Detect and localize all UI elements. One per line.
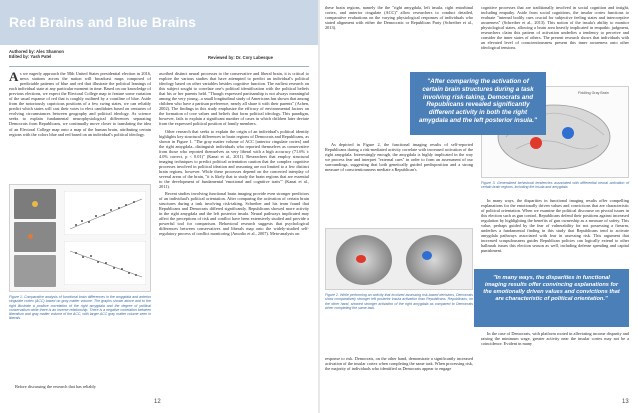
edited-by: Edited by: Yash Patel xyxy=(9,54,52,60)
figure-3-label: Fiddling Gray Brain xyxy=(578,91,609,95)
activation-spot xyxy=(28,234,33,239)
figure-2-image xyxy=(325,228,473,290)
scatter-plot-b xyxy=(64,241,146,285)
brain-scan-3 xyxy=(14,255,56,287)
right-column-2-top: cognitive processes that are traditionally involved in social cognition and insight, including empathy. Aside from social cognitions, the insular cortex functions to evaluate "internal bodily cues crucial for subjective feeling states and interoceptive awareness" (Schreiber et al., 2013). This notion of the insula's ability to monitor physiological states, allowing a brain area heavily implicated in empathic judgment, researchers claim this pattern of activation underlies a tendency to perceive and consider the inner states of others. The present research shows that individuals with an elevated level of conscientiousness present this inner awareness onto other ideological tensions. xyxy=(481,5,629,51)
header-divider xyxy=(9,66,309,67)
figure-1-caption: Figure 1. Comparative analysis of functional brain differences in the amygdala and anterior cingulate cortex (ACC) based on gray matter volume. The graphs shown above and to the right illustrate a positive correlation of the right amygdala and the degree of political conservatism while there is an inverse relationship. There is a negative correlation between liberalism and gray matter volume of the ACC, with larger ACC gray matter volume seen in liberals. xyxy=(9,295,151,321)
brain-slice-democrat xyxy=(406,235,462,285)
right-column-2-mid: In many ways, the disparities in functional imaging results offer compelling explanations for the emotionally driven values and convictions that are characteristic of political orientation. When we examine the political discourse on pivotal issues in this election such as gun control, Republicans defend their positions against increased regulation by highlighting the benefits of gun ownership as a measure of safety. This value, perhaps guided by the fear of vulnerability for not possessing a firearm, underlies a fundamental finding in this study that Republicans tend to activate amygdala pathways associated with fear in assessing risk. This argument that increased scrupulousness guides Republican policies can logically extend to other hallmark issues this election season as well, including defense spending and capital punishment. xyxy=(481,198,629,254)
figure-3-caption: Figure 3. Generalized behavioral tendencies associated with differential neural activation of certain brain regions, including the insula and amygdala. xyxy=(481,181,629,190)
article-title: Red Brains and Blue Brains xyxy=(9,14,196,30)
right-column-2-bottom: In the case of Democrats, with platform rooted in alleviating income disparity and raising the minimum wage, greater activity near the insular cortex may not be a coincidence. Evident in many xyxy=(481,331,629,347)
scatter-plot-a xyxy=(64,191,146,235)
page-number-right: 13 xyxy=(622,399,629,405)
left-page xyxy=(0,0,318,413)
figure-1-image xyxy=(9,184,151,292)
intro-paragraph: As we eagerly approach the 58th United States presidential election in 2016, news stations across the nation will broadcast maps composed of predictable patterns of blue and red that illustrate the political leanings of each individual state at any particular moment in time. Based on our knowledge of previous elections, we expect the Electoral College map to feature some variation of the usual expanse of red that is roughly outlined by a coastline of blue. Aside from the notoriously capricious positions of a few swing states, we can reliably predict which states will cast their votes to elect candidates based on centuries of evolving circumstances between geography and political ideology. As science seeks to explain fundamental neurophysiological differences separating Democrats from Republicans, we continually move closer to translating the idea of an Electoral College map onto a map of the human brain, attributing certain regions with the colors blue and red based on an individual's political ideology. xyxy=(9,71,151,137)
reviewed-by: Reviewed by: Dr. Cory Labesque xyxy=(208,55,273,60)
right-column-1-bottom: response to risk. Democrats, on the other hand, demonstrate a significantly increased activation of the insular cortex when completing the same task. When processing risk, the majority of individuals who identified as Democrats appear to engage xyxy=(325,356,473,372)
amygdala-activation xyxy=(356,255,366,263)
paragraph: Other research that seeks to explain the origin of an individual's political identity highlights key structural differences in brain regions of Democrats and Republicans, as shown in Figure 1. "The gray matter volume of ACC [anterior cingulate cortex] and the right amygdala...distinguish individuals who reported themselves as conservative from those who reported themselves as very liberal with a high accuracy (71.6% ± 4.0% correct, p < 0.01)" (Kanai et al., 2011). Researchers that employ structural imaging techniques to predict political orientation caution that the complex cognitive processes involved in political ideation and reasoning are not limited to a few distinct brain regions, however. While these processes depend on the concerted interplay of several areas of the brain, "it is likely that to study the brain regions that are essential to the development of fundamental 'emotional and cognitive traits'" (Kanai et al., 2011). xyxy=(159,128,309,190)
right-page xyxy=(320,0,638,413)
author-credits xyxy=(9,49,64,60)
pull-quote-2: "In many ways, the disparities in functional imaging results offer convincing explanations for the emotionally driven values and convictions that are characteristic of political orientation." xyxy=(474,269,629,327)
drop-cap: A xyxy=(9,71,19,84)
pull-quote-1: "After comparing the activation of certain brain structures during a task involving risk-taking, Democrats and Republicans revealed significantly different activity in both the right amygdala and the left posterior insula." xyxy=(410,72,546,135)
right-column-1-mid: As depicted in Figure 2, the functional imaging results of self-reported Republicans during a risk-mediated activity correlate with increased activation of the right amygdala. Interestingly enough, the amygdala is highly implicated in the way we process fear and interpret "external cues" in order to form an assessment of our surroundings, suggesting that both genetically guided predisposition and a strong measure of conscientiousness mediate a Republican's xyxy=(325,142,473,173)
insula-activation xyxy=(422,251,432,260)
title-banner xyxy=(0,0,318,45)
authored-by: Authored by: Alec Shannon xyxy=(9,49,64,54)
activation-spot xyxy=(32,201,38,207)
left-column-1-continued: Before discussing the research that has reliably xyxy=(15,384,96,389)
left-column-2 xyxy=(159,71,309,395)
page-number-left: 12 xyxy=(154,399,161,405)
figure-2-caption: Figure 2. While performing an activity that involved assessing risk-based decisions, Democrats show comparatively stronger left posterior insula activation than Republicans. Republicans, on the other hand, showed stronger activation of the right amygdala as compared to Democrats when completing the same task. xyxy=(325,293,473,310)
left-column-1 xyxy=(9,71,151,181)
paragraph: ascribed distinct neural processes to the conservative and liberal brain, it is critical to explore the various studies that have attempted to predict an individual's political ideology based on other variables besides cognitive function. The earliest research on this subject sought to correlate one's political identification with the political beliefs that his or her parents held. "Though expressed partisanship is not always meaningful among the very young...a small longitudinal study of Americans has shown that among children who have a partisan preference, nearly all share it with their parents" (Achen, 2002). The findings in this study emphasize the efficacy of environmental factors on the formation of core values and beliefs that form political ideology. This paradigm, however, fails to explain a significant number of cases in which children later deviate from the expressed political position of family members. xyxy=(159,71,309,127)
paragraph: Recent studies involving functional brain imaging provide even stronger predictors of an individual's political orientation. After comparing the activation of certain brain structures during a task involving risk-taking, Schreiber and his team found that Republicans and Democrats differed significantly. Republicans showed more activity in the right amygdala and the left posterior insula. Neural pathways implicated may affect the perceptions of risk and conflict have been extensively studied and provide a powerful tool for comparison. Behavioral research suggests that psychological differences between conservatives and liberals map onto the widely-studied self-regulatory process of conflict monitoring (Amodio et al., 2007). Meta-analysis on xyxy=(159,191,309,237)
brain-scan-2 xyxy=(14,222,56,252)
right-column-1-top: these brain regions, namely the the "right amygdala, left insula, right entorhinal cortex, and anterior cingulate (ACC)" allow researchers to conduct detailed, comparative evaluations on the varying physiological responses of individuals who stated alignment with either the Democratic or Republican Party (Schreiber et al., 2013). xyxy=(325,5,473,31)
